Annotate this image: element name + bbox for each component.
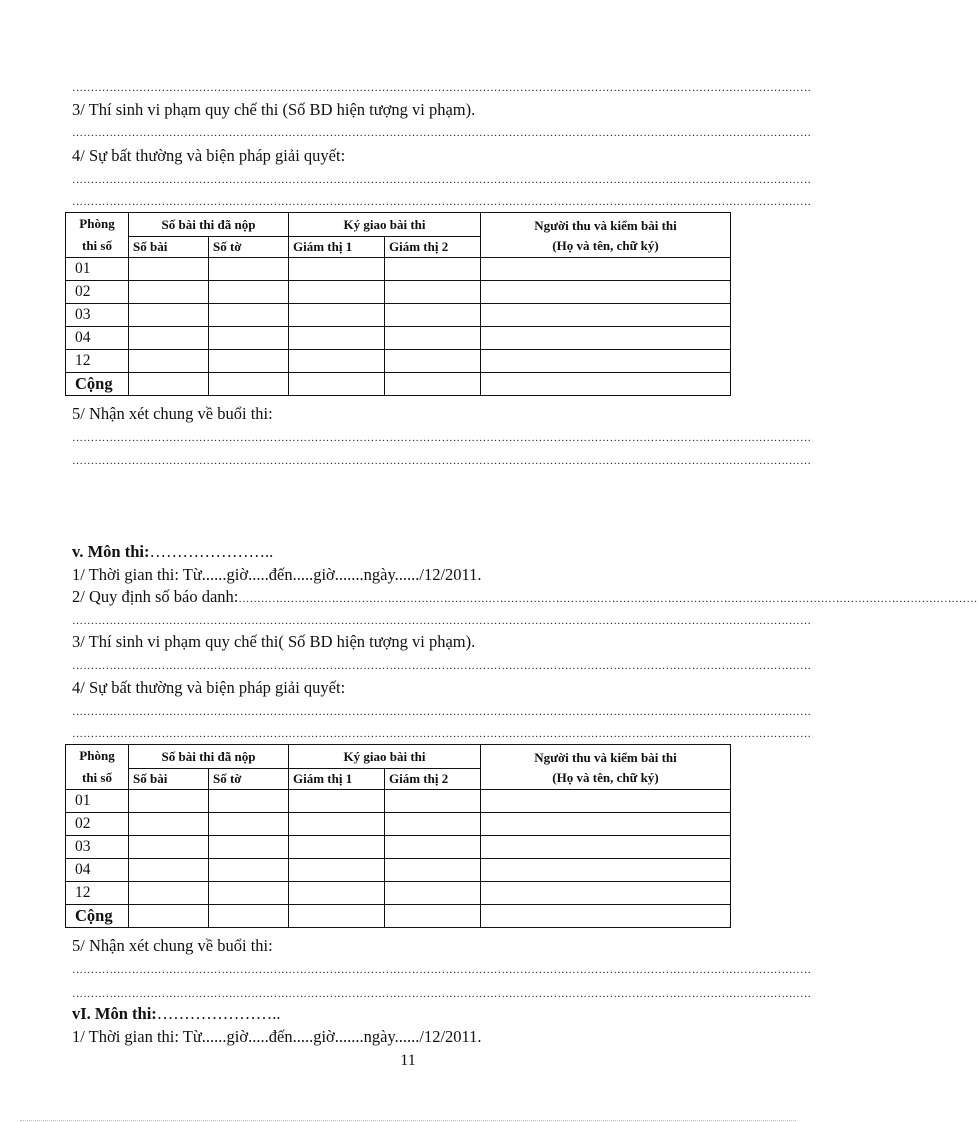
- proctor2-subheader: Giám thị 2: [385, 769, 481, 790]
- room-header: Phòng thi số: [66, 213, 129, 258]
- answer-line: ………………………………………………………………………………………………………………………………………………………………………………: [72, 706, 812, 718]
- answer-line: ………………………………………………………………………………………………………………………………………………………………………………: [72, 82, 812, 94]
- section-v-heading: v. Môn thi:…………………..: [72, 542, 274, 561]
- section-vi-heading: vI. Môn thi:…………………..: [72, 1004, 281, 1023]
- answer-line: ………………………………………………………………………………………………………………………………………………………………………………: [72, 728, 812, 740]
- answer-line: ………………………………………………………………………………………………………………………………………………………………………………: [72, 455, 812, 467]
- page-bottom-rule: [20, 1120, 796, 1121]
- total-row: Cộng: [66, 905, 731, 928]
- table-row: 02: [66, 813, 731, 836]
- room-header: Phòng thi số: [66, 745, 129, 790]
- total-row: Cộng: [66, 373, 731, 396]
- answer-line: ………………………………………………………………………………………………………………………………………………………………………………: [72, 127, 812, 139]
- papers-subheader: Số bài: [129, 237, 209, 258]
- irregularity-item: 4/ Sự bất thường và biện pháp giải quyết:: [72, 678, 346, 697]
- handover-header: Ký giao bài thi: [289, 213, 481, 237]
- sheets-subheader: Số tờ: [209, 237, 289, 258]
- proctor1-subheader: Giám thị 1: [289, 769, 385, 790]
- collector-header: Người thu và kiểm bài thi (Họ và tên, chữ ký): [481, 745, 731, 790]
- collector-header: Người thu và kiểm bài thi (Họ và tên, chữ ký): [481, 213, 731, 258]
- answer-line: ………………………………………………………………………………………………………………………………………………………………………………: [72, 432, 812, 444]
- table-row: 01: [66, 790, 731, 813]
- answer-line: ………………………………………………………………………………………………………………………………………………………………………………: [72, 174, 812, 186]
- exam-time-item: 1/ Thời gian thi: Từ......giờ.....đến.....giờ.......ngày....../12/2011.: [72, 1027, 482, 1046]
- irregularity-item: 4/ Sự bất thường và biện pháp giải quyết:: [72, 146, 346, 165]
- answer-line: ………………………………………………………………………………………………………………………………………………………………………………: [72, 615, 812, 627]
- remarks-item: 5/ Nhận xét chung về buổi thi:: [72, 936, 273, 955]
- handover-header: Ký giao bài thi: [289, 745, 481, 769]
- remarks-item: 5/ Nhận xét chung về buổi thi:: [72, 404, 273, 423]
- proctor1-subheader: Giám thị 1: [289, 237, 385, 258]
- table-row: 04: [66, 859, 731, 882]
- submission-table: [65, 744, 731, 928]
- table-row: 03: [66, 304, 731, 327]
- sheets-subheader: Số tờ: [209, 769, 289, 790]
- answer-line: ………………………………………………………………………………………………………………………………………………………………………………: [72, 988, 812, 1000]
- table-row: 01: [66, 258, 731, 281]
- papers-subheader: Số bài: [129, 769, 209, 790]
- violation-item: 3/ Thí sinh vi phạm quy chế thi (Số BD hiện tượng vi phạm).: [72, 100, 476, 119]
- table-row: 04: [66, 327, 731, 350]
- answer-line: ………………………………………………………………………………………………………………………………………………………………………………: [72, 964, 812, 976]
- answer-line: ………………………………………………………………………………………………………………………………………………………………………………: [72, 660, 812, 672]
- table-row: 12: [66, 882, 731, 905]
- violation-item: 3/ Thí sinh vi phạm quy chế thi( Số BD hiện tượng vi phạm).: [72, 632, 476, 651]
- page-number: 11: [400, 1052, 416, 1069]
- candidate-number-item: 2/ Quy định số báo danh:………………………………………………………………………………………………………………………………………………………………………………: [72, 587, 978, 606]
- answer-line: ………………………………………………………………………………………………………………………………………………………………………………: [72, 196, 812, 208]
- submitted-header: Số bài thi đã nộp: [129, 213, 289, 237]
- proctor2-subheader: Giám thị 2: [385, 237, 481, 258]
- table-row: 02: [66, 281, 731, 304]
- table-row: 12: [66, 350, 731, 373]
- exam-time-item: 1/ Thời gian thi: Từ......giờ.....đến.....giờ.......ngày....../12/2011.: [72, 565, 482, 584]
- submitted-header: Số bài thi đã nộp: [129, 745, 289, 769]
- table-row: 03: [66, 836, 731, 859]
- submission-table: [65, 212, 731, 396]
